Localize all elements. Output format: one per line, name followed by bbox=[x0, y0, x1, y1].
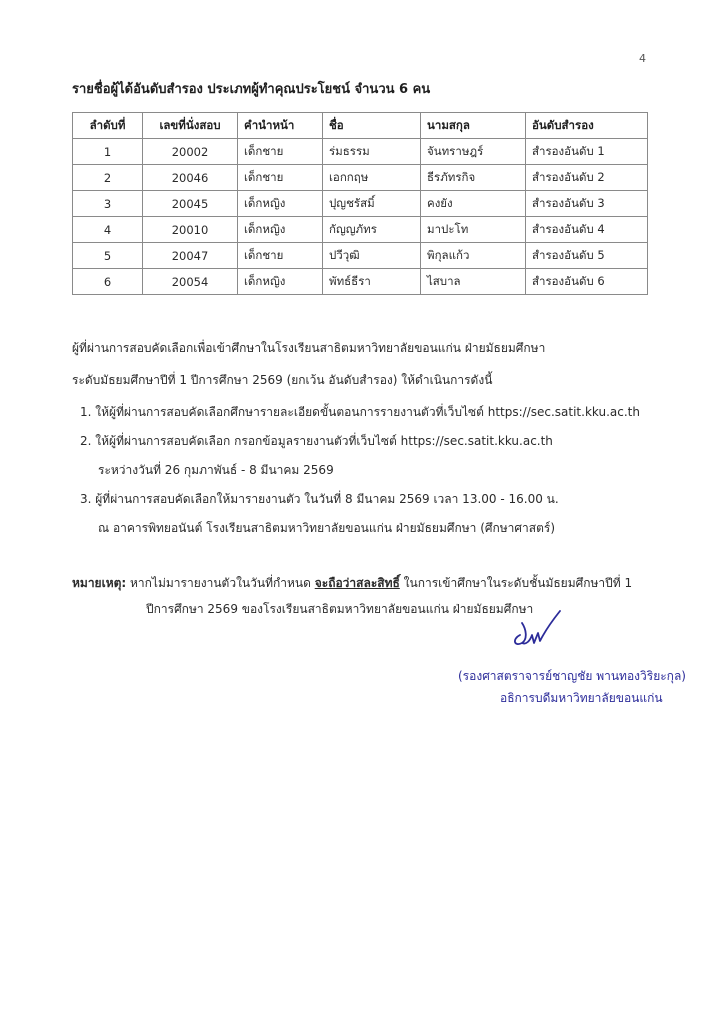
cell-last-name: พิกุลแก้ว bbox=[421, 243, 526, 269]
signature-mark bbox=[508, 605, 568, 653]
cell-reserve-rank: สำรองอันดับ 1 bbox=[526, 139, 648, 165]
cell-reserve-rank: สำรองอันดับ 2 bbox=[526, 165, 648, 191]
cell-order: 2 bbox=[73, 165, 143, 191]
header-first-name: ชื่อ bbox=[323, 113, 421, 139]
header-reserve-rank: อันดับสำรอง bbox=[526, 113, 648, 139]
cell-seat-number: 20010 bbox=[143, 217, 238, 243]
step-3: 3. ผู้ที่ผ่านการสอบคัดเลือกให้มารายงานตัว ในวันที่ 8 มีนาคม 2569 เวลา 13.00 - 16.00 น. bbox=[80, 492, 559, 506]
cell-first-name: เอกกฤษ bbox=[323, 165, 421, 191]
reserve-list-heading: รายชื่อผู้ได้อันดับสำรอง ประเภทผู้ทำคุณประโยชน์ จำนวน 6 คน bbox=[72, 82, 431, 97]
cell-last-name: จันทราษฎร์ bbox=[421, 139, 526, 165]
cell-order: 4 bbox=[73, 217, 143, 243]
note-emphasis: จะถือว่าสละสิทธิ์ bbox=[314, 576, 400, 590]
header-order: ลำดับที่ bbox=[73, 113, 143, 139]
step-3-location: ณ อาคารพิทยอนันต์ โรงเรียนสาธิตมหาวิทยาลัยขอนแก่น ฝ่ายมัธยมศึกษา (ศึกษาศาสตร์) bbox=[98, 521, 556, 535]
cell-prefix: เด็กหญิง bbox=[238, 217, 323, 243]
cell-first-name: ปวีวุฒิ bbox=[323, 243, 421, 269]
note-line-1 bbox=[72, 574, 632, 593]
table-row bbox=[73, 165, 648, 191]
note-text-a: หากไม่มารายงานตัวในวันที่กำหนด bbox=[126, 576, 315, 590]
note-line-2: ปีการศึกษา 2569 ของโรงเรียนสาธิตมหาวิทยาลัยขอนแก่น ฝ่ายมัธยมศึกษา bbox=[146, 602, 534, 616]
cell-first-name: ปุญชรัสมิ์ bbox=[323, 191, 421, 217]
intro-line-1: ผู้ที่ผ่านการสอบคัดเลือกเพื่อเข้าศึกษาในโรงเรียนสาธิตมหาวิทยาลัยขอนแก่น ฝ่ายมัธยมศึกษา bbox=[72, 341, 546, 355]
table-row bbox=[73, 269, 648, 295]
cell-reserve-rank: สำรองอันดับ 3 bbox=[526, 191, 648, 217]
cell-reserve-rank: สำรองอันดับ 5 bbox=[526, 243, 648, 269]
step-2-period: ระหว่างวันที่ 26 กุมภาพันธ์ - 8 มีนาคม 2569 bbox=[98, 463, 334, 477]
signatory-title: อธิการบดีมหาวิทยาลัยขอนแก่น bbox=[500, 691, 663, 705]
table-row bbox=[73, 243, 648, 269]
cell-seat-number: 20047 bbox=[143, 243, 238, 269]
cell-first-name: พัทธ์ธีรา bbox=[323, 269, 421, 295]
cell-seat-number: 20046 bbox=[143, 165, 238, 191]
cell-last-name: มาปะโท bbox=[421, 217, 526, 243]
step-1: 1. ให้ผู้ที่ผ่านการสอบคัดเลือกศึกษารายละเอียดขั้นตอนการรายงานตัวที่เว็บไซต์ https://sec.satit.kku.ac.th bbox=[80, 405, 640, 419]
cell-first-name: กัญญภัทร bbox=[323, 217, 421, 243]
cell-first-name: ร่มธรรม bbox=[323, 139, 421, 165]
note-text-b: ในการเข้าศึกษาในระดับชั้นมัธยมศึกษาปีที่ 1 bbox=[399, 576, 633, 590]
cell-seat-number: 20054 bbox=[143, 269, 238, 295]
cell-prefix: เด็กชาย bbox=[238, 139, 323, 165]
table-row bbox=[73, 191, 648, 217]
cell-seat-number: 20002 bbox=[143, 139, 238, 165]
cell-prefix: เด็กหญิง bbox=[238, 191, 323, 217]
table-row bbox=[73, 139, 648, 165]
cell-seat-number: 20045 bbox=[143, 191, 238, 217]
cell-order: 3 bbox=[73, 191, 143, 217]
table-header-row bbox=[73, 113, 648, 139]
step-2: 2. ให้ผู้ที่ผ่านการสอบคัดเลือก กรอกข้อมูลรายงานตัวที่เว็บไซต์ https://sec.satit.kku.ac.th bbox=[80, 434, 553, 448]
intro-line-2: ระดับมัธยมศึกษาปีที่ 1 ปีการศึกษา 2569 (ยกเว้น อันดับสำรอง) ให้ดำเนินการดังนี้ bbox=[72, 373, 493, 387]
header-last-name: นามสกุล bbox=[421, 113, 526, 139]
cell-reserve-rank: สำรองอันดับ 6 bbox=[526, 269, 648, 295]
signatory-name: (รองศาสตราจารย์ชาญชัย พานทองวิริยะกุล) bbox=[458, 669, 686, 683]
cell-reserve-rank: สำรองอันดับ 4 bbox=[526, 217, 648, 243]
cell-prefix: เด็กชาย bbox=[238, 165, 323, 191]
cell-order: 1 bbox=[73, 139, 143, 165]
reserve-list-table bbox=[72, 112, 648, 295]
header-seat-number: เลขที่นั่งสอบ bbox=[143, 113, 238, 139]
cell-last-name: คงยัง bbox=[421, 191, 526, 217]
cell-order: 5 bbox=[73, 243, 143, 269]
cell-prefix: เด็กชาย bbox=[238, 243, 323, 269]
cell-last-name: ธีรภัทรกิจ bbox=[421, 165, 526, 191]
cell-last-name: ไสบาล bbox=[421, 269, 526, 295]
table-row bbox=[73, 217, 648, 243]
page-number: 4 bbox=[639, 52, 646, 65]
cell-order: 6 bbox=[73, 269, 143, 295]
header-prefix: คำนำหน้า bbox=[238, 113, 323, 139]
note-label: หมายเหตุ: bbox=[72, 576, 127, 590]
cell-prefix: เด็กหญิง bbox=[238, 269, 323, 295]
